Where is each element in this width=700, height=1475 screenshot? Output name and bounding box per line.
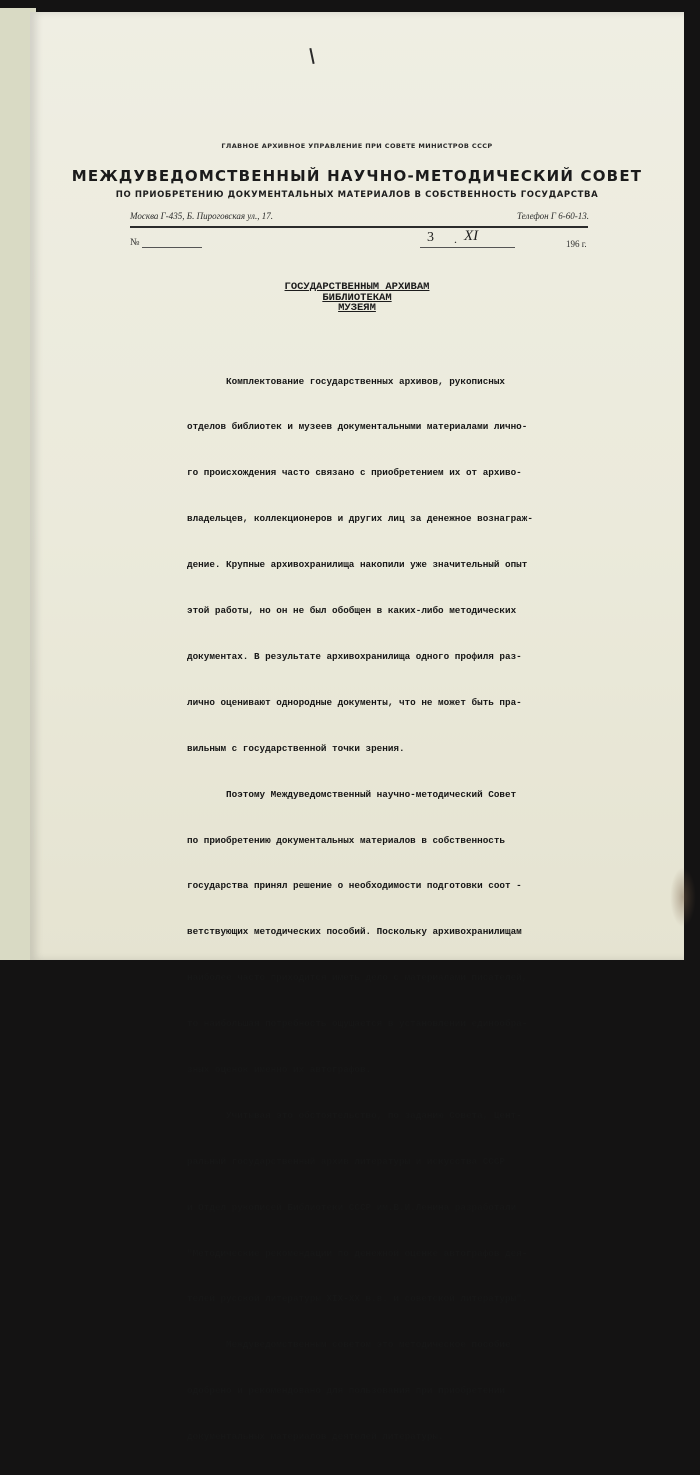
date-separator: .: [454, 232, 457, 246]
letter-body: [187, 343, 627, 1475]
body-line: Поэтому Междуведомственный научно-методический Совет: [187, 788, 517, 800]
date-month: XI: [464, 228, 479, 244]
body-line: дение. Крупные архивохранилища накопили уже значительный опыт: [187, 559, 528, 571]
body-line: то наибольшая потребность ощущается в установлении единообра-: [187, 1018, 528, 1030]
phone-number: Телефон Г 6-60-13.: [517, 211, 589, 221]
addressee-archives: ГОСУДАРСТВЕННЫМ АРХИВАМ: [284, 281, 430, 293]
address: Москва Г-435, Б. Пироговская ул., 17.: [130, 211, 273, 221]
body-line: лично оценивают однородные документы, что не может быть пра-: [187, 696, 522, 708]
council-subtitle: ПО ПРИОБРЕТЕНИЮ ДОКУМЕНТАЛЬНЫХ МАТЕРИАЛОВ В СОБСТВЕННОСТЬ ГОСУДАРСТВА: [115, 190, 599, 200]
ministry-heading: ГЛАВНОЕ АРХИВНОЕ УПРАВЛЕНИЕ ПРИ СОВЕТЕ МИНИСТРОВ СССР: [221, 142, 493, 150]
body-line: ральный государственный архив литературы и искусства СССР: [187, 1155, 506, 1167]
date-day: 3: [427, 230, 434, 245]
body-line: телей русской литературы XIX-XX в.в. и советской литературы".: [187, 1293, 528, 1305]
addressee-museums: МУЗЕЯМ: [338, 302, 376, 314]
body-line: вильным с государственной точки зрения.: [187, 742, 405, 754]
body-line: одобрено и рекомендовано для пользования при приобретении: [187, 1385, 506, 1397]
body-line: владельцев, коллекционеров и других лиц за денежное вознаграж-: [187, 513, 533, 525]
body-line: этой работы, но он не был обобщен в каких-либо методических: [187, 605, 517, 617]
body-line: "Методические рекомендации по денежной оценке автографов дея-: [187, 1247, 528, 1259]
document-page: [30, 12, 684, 1443]
letterhead-divider: [130, 226, 588, 228]
body-line: Комплектование государственных архивов, рукописных: [187, 375, 506, 387]
body-line: документальных материалов деятелей литературы.: [187, 1431, 444, 1443]
body-line: наиболее часто приходится иметь дело с материалами писателей,: [187, 972, 528, 984]
addressee-libraries: БИБЛИОТЕКАМ: [322, 291, 392, 304]
date-year: 196 г.: [566, 239, 587, 249]
body-line: отделов библиотек и музеев документальными материалами лично-: [187, 421, 528, 433]
body-line: и Отдел рукописей Библиотеки СССР им.В.И.Ленина разработали: [187, 1201, 517, 1213]
body-line: по приобретению документальных материалов в собственность: [187, 834, 506, 846]
addressees-block: [30, 282, 684, 314]
paper-stain: [670, 867, 696, 927]
body-line: зных оценок именно их автографов.: [187, 1063, 372, 1075]
body-line: документах. В результате архивохранилища одного профиля раз-: [187, 650, 522, 662]
pen-mark: [309, 48, 314, 64]
body-line: го происхождения часто связано с приобретением их от архиво-: [187, 467, 522, 479]
body-line: Междуведомственным советом это методическое пособие: [187, 1339, 511, 1351]
date-line: [420, 247, 515, 248]
body-line: государства принял решение о необходимости подготовки соот -: [187, 880, 522, 892]
document-number-line: [142, 247, 202, 248]
council-title: МЕЖДУВЕДОМСТВЕННЫЙ НАУЧНО-МЕТОДИЧЕСКИЙ СОВЕТ: [71, 167, 643, 185]
document-number-label: №: [130, 237, 140, 248]
body-line: ветствующих методических пособий. Поскольку архивохранилищам: [187, 926, 522, 938]
body-line: Учитывая это обстоятельство, по заданию Совета, Цент-: [187, 1109, 522, 1121]
